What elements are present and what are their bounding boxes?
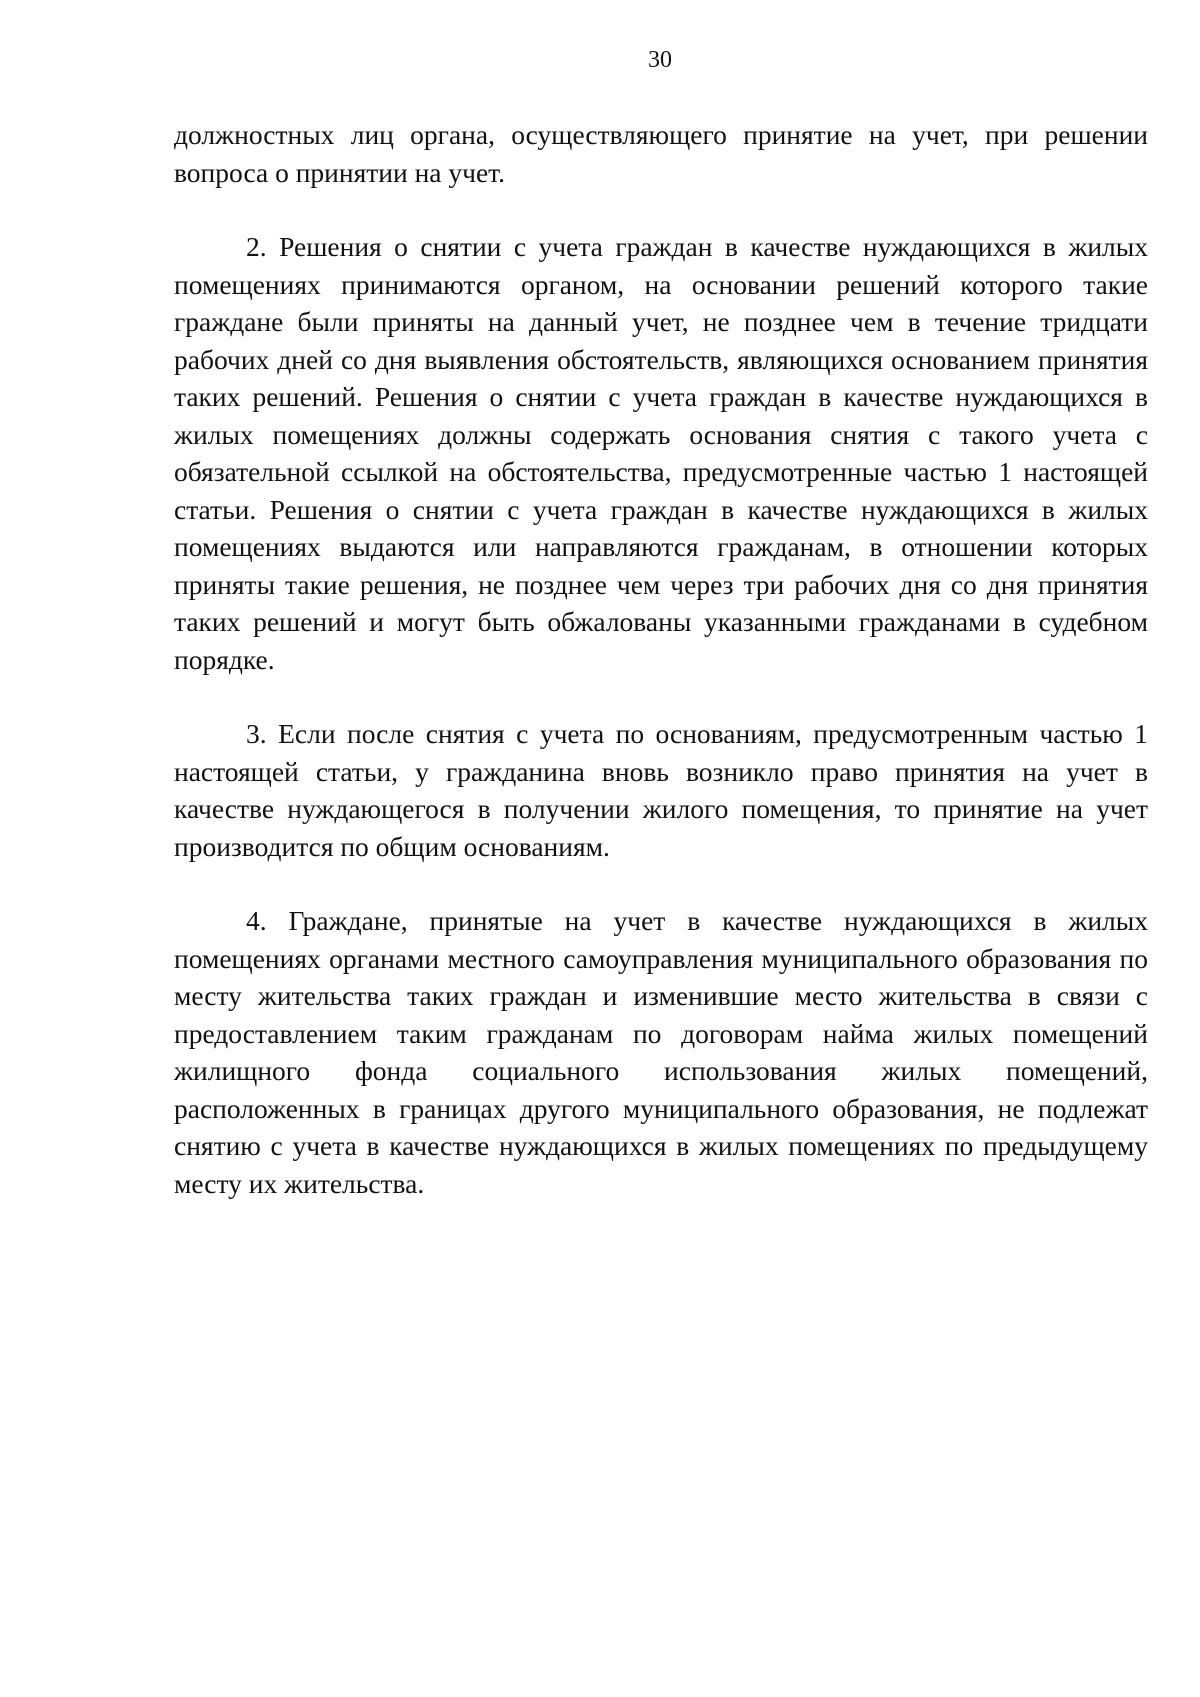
paragraph-item-3: 3. Если после снятия с учета по основаниям, предусмотренным частью 1 настоящей статьи, у гражданина вновь возникло право принятия на учет в качестве нуждающегося в получении жилого помещения, то принятие на учет производится по общим основаниям.	[174, 718, 1148, 862]
paragraph-item-4: 4. Граждане, принятые на учет в качестве нуждающихся в жилых помещениях органами местного самоуправления муниципального образования по месту жительства таких граждан и изменившие место жительства в связи с предоставлением таким гражданам по договорам найма жилых помещений жилищного фонда социального использования жилых помещений, расположенных в границах другого муниципального образования, не подлежат снятию с учета в качестве нуждающихся в жилых помещениях по предыдущему месту их жительства.	[174, 905, 1148, 1199]
paragraph-continuation: должностных лиц органа, осуществляющего принятие на учет, при решении вопроса о принятии на учет.	[174, 119, 1148, 188]
page-number: 30	[648, 47, 672, 73]
document-body	[174, 116, 1148, 1239]
paragraph-item-2: 2. Решения о снятии с учета граждан в качестве нуждающихся в жилых помещениях принимаются органом, на основании решений которого такие граждане были приняты на данный учет, не позднее чем в течение тридцати рабочих дней со дня выявления обстоятельств, являющихся основанием принятия таких решений. Решения о снятии с учета граждан в качестве нуждающихся в жилых помещениях должны содержать основания снятия с такого учета с обязательной ссылкой на обстоятельства, предусмотренные частью 1 настоящей статьи. Решения о снятии с учета граждан в качестве нуждающихся в жилых помещениях выдаются или направляются гражданам, в отношении которых приняты такие решения, не позднее чем через три рабочих дня со дня принятия таких решений и могут быть обжалованы указанными гражданами в судебном порядке.	[174, 231, 1148, 675]
